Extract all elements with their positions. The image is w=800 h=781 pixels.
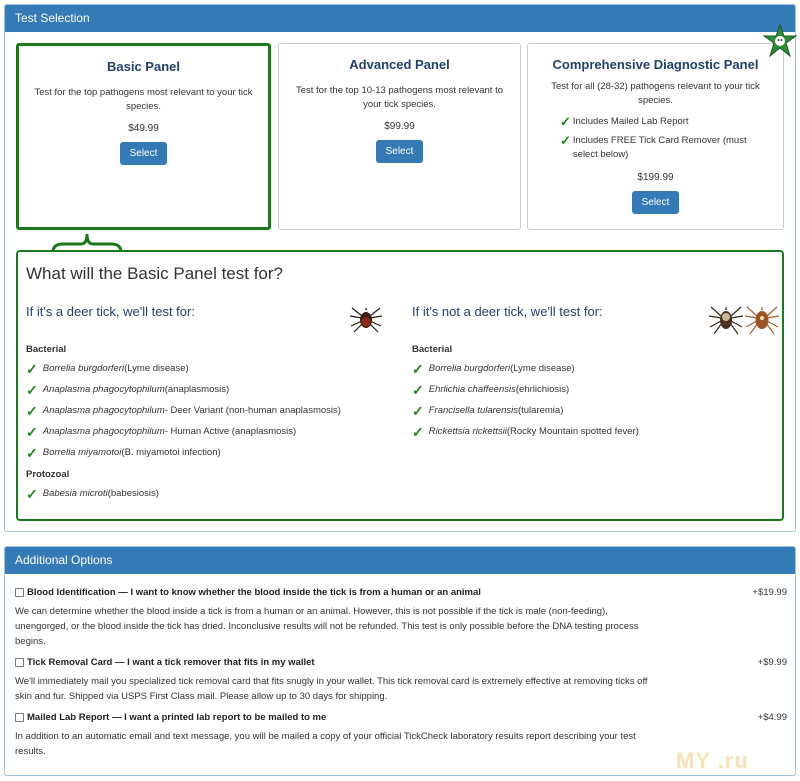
feature-item: ✓ Includes FREE Tick Card Remover (must select below) (560, 133, 747, 160)
site-logo-icon (762, 24, 798, 60)
tests-heading: What will the Basic Panel test for? (26, 264, 284, 283)
basic-panel-title: Basic Panel (107, 59, 180, 74)
feature-item: ✓ Includes Mailed Lab Report (560, 114, 689, 129)
lone-star-tick-icon (744, 302, 780, 336)
basic-panel-card[interactable] (16, 43, 271, 230)
basic-panel-price: $49.99 (128, 123, 159, 134)
check-icon: ✓ (26, 424, 38, 440)
advanced-panel-price: $99.99 (384, 121, 415, 132)
check-icon: ✓ (412, 382, 424, 398)
advanced-panel-title: Advanced Panel (349, 57, 450, 72)
deer-tick-heading: If it's a deer tick, we'll test for: (26, 304, 195, 319)
deer-tick-column (26, 304, 396, 501)
pathogen-item: ✓ Borrelia burgdorferi (Lyme disease) (26, 361, 189, 377)
category-label: Protozoal (26, 469, 70, 480)
check-icon: ✓ (26, 445, 38, 461)
pathogen-item: ✓ Rickettsia rickettsii (Rocky Mountain spotted fever) (412, 424, 639, 440)
option-tick-removal-card (15, 657, 787, 704)
advanced-panel-card[interactable] (278, 43, 521, 230)
advanced-panel-description: Test for the top 10-13 pathogens most relevant to your tick species. (295, 85, 503, 110)
option-price: +$19.99 (752, 587, 787, 598)
option-price: +$9.99 (757, 657, 787, 668)
comprehensive-panel-select-button[interactable]: Select (632, 191, 680, 214)
check-icon: ✓ (26, 361, 38, 377)
check-icon: ✓ (412, 361, 424, 377)
option-description: We'll immediately mail you specialized tick removal card that fits snugly in your wallet. This tick removal card is extremely effective at removing ticks off skin and fur. Shipped via USPS First Class mail. Please allow up to 30 days for shipping. (15, 676, 648, 702)
check-icon: ✓ (412, 424, 424, 440)
pathogen-item: ✓ Babesia microti (babesiosis) (26, 486, 159, 502)
comprehensive-panel-price: $199.99 (637, 172, 674, 183)
option-title: Blood Identification — I want to know whether the blood inside the tick is from a human or an animal (27, 587, 481, 598)
deer-tick-icon (348, 304, 384, 334)
pathogen-item: ✓ Ehrlichia chaffeensis (ehrlichiosis) (412, 382, 570, 398)
additional-options-header: Additional Options (5, 547, 795, 574)
watermark: MY .ru (676, 748, 749, 773)
option-price: +$4.99 (757, 712, 787, 723)
pathogen-item: ✓ Francisella tularensis (tularemia) (412, 403, 564, 419)
pathogen-item: ✓ Borrelia burgdorferi (Lyme disease) (412, 361, 575, 377)
pathogen-item: ✓ Borrelia miyamotoi (B. miyamotoi infection) (26, 445, 221, 461)
check-icon: ✓ (26, 403, 38, 419)
option-blood-identification (15, 587, 787, 649)
pathogen-item: ✓ Anaplasma phagocytophilum - Human Active (anaplasmosis) (26, 424, 297, 440)
option-title: Mailed Lab Report — I want a printed lab report to be mailed to me (27, 712, 327, 723)
panel-tests-box (16, 250, 784, 521)
basic-panel-description: Test for the top pathogens most relevant to your tick species. (34, 87, 253, 112)
check-icon: ✓ (560, 114, 571, 129)
check-icon: ✓ (412, 403, 424, 419)
option-title: Tick Removal Card — I want a tick remover that fits in my wallet (27, 657, 315, 668)
check-icon: ✓ (560, 133, 571, 148)
pathogen-item: ✓ Anaplasma phagocytophilum (anaplasmosis) (26, 382, 230, 398)
tick-removal-card-checkbox[interactable] (15, 658, 24, 667)
check-icon: ✓ (26, 382, 38, 398)
blood-identification-checkbox[interactable] (15, 588, 24, 597)
test-selection-panel (4, 4, 796, 532)
basic-panel-select-button[interactable]: Select (120, 142, 168, 165)
test-selection-header: Test Selection (5, 5, 795, 32)
option-description: In addition to an automatic email and text message, you will be mailed a copy of your official TickCheck laboratory results report describing your test results. (15, 731, 636, 757)
option-description: We can determine whether the blood inside a tick is from a human or an animal. However, this is not possible if the tick is male (non-feeding), unengorged, or the blood inside the tick has dried. Inconclusive results will not be refunded. This test is only possible before the DNA testing process begins. (15, 606, 639, 647)
comprehensive-panel-title: Comprehensive Diagnostic Panel (552, 57, 759, 72)
comprehensive-panel-card[interactable] (527, 43, 784, 230)
comprehensive-panel-description: Test for all (28-32) pathogens relevant to your tick species. (551, 81, 760, 106)
check-icon: ✓ (26, 486, 38, 502)
additional-options-panel (4, 546, 796, 776)
dog-tick-icon (708, 302, 744, 336)
pathogen-item: ✓ Anaplasma phagocytophilum - Deer Variant (non-human anaplasmosis) (26, 403, 341, 419)
advanced-panel-select-button[interactable]: Select (376, 140, 424, 163)
category-label: Bacterial (26, 344, 67, 355)
option-mailed-lab-report (15, 712, 787, 759)
non-deer-tick-heading: If it's not a deer tick, we'll test for: (412, 304, 603, 319)
category-label: Bacterial (412, 344, 453, 355)
mailed-lab-report-checkbox[interactable] (15, 713, 24, 722)
